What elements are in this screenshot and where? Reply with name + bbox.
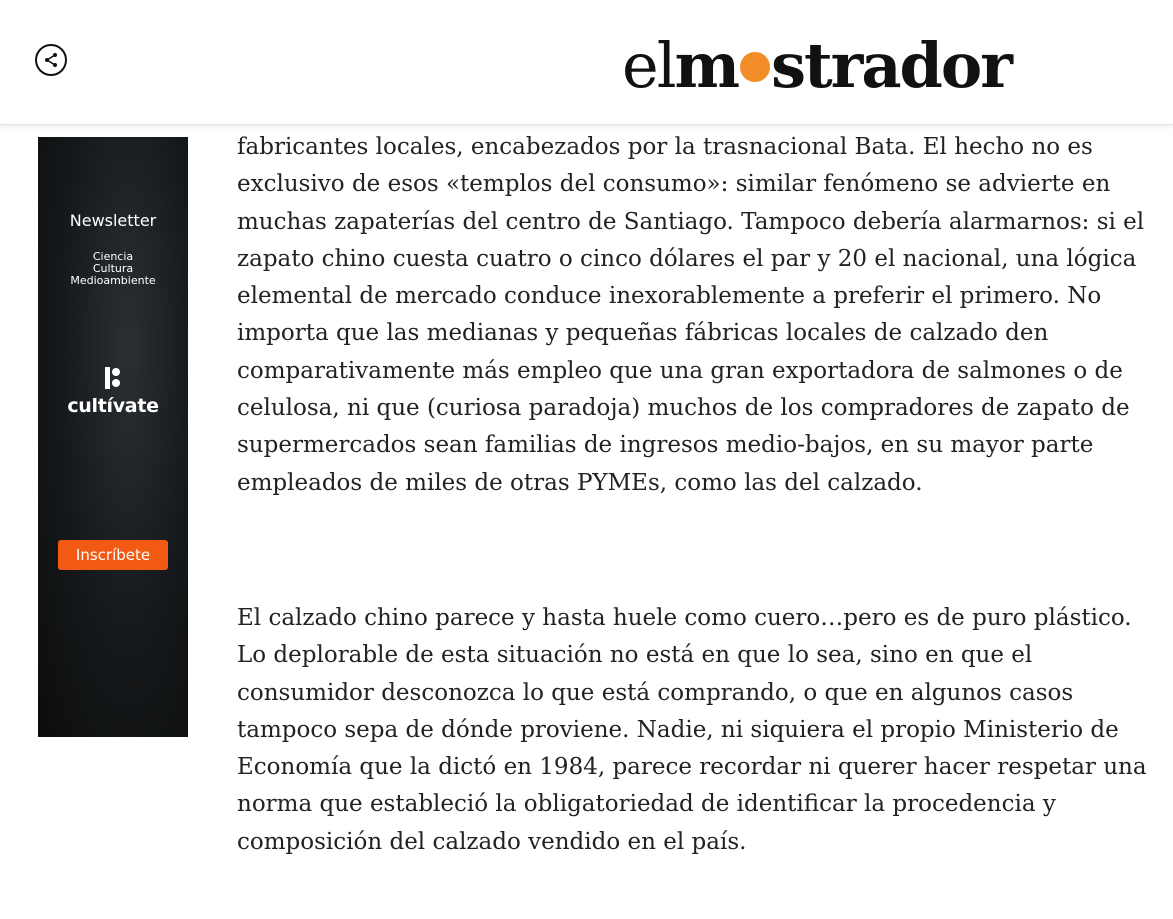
ad-topic: Cultura <box>92 262 134 275</box>
site-header <box>0 0 1173 125</box>
site-logo[interactable] <box>622 26 1011 106</box>
ad-topics <box>38 251 188 287</box>
newsletter-ad-banner[interactable] <box>38 137 188 737</box>
ad-topic: Ciencia <box>92 250 134 263</box>
logo-text-strador: strador <box>771 29 1011 102</box>
cultivate-logo-icon <box>105 367 121 389</box>
article-body <box>237 129 1157 861</box>
logo-text-m: m <box>674 29 739 102</box>
article-paragraph: El calzado chino parece y hasta huele como cuero…pero es de puro plástico. Lo deplorable de esta situación no está en que lo sea, sino en que el consumidor desconozca lo que está comprando, o que en algunos casos tampoco sepa de dónde proviene. Nadie, ni siquiera el propio Ministerio de Economía que la dictó en 1984, parece recordar ni querer hacer respetar una norma que estableció la obligatoriedad de identificar la procedencia y composición del calzado vendido en el país. <box>237 604 1147 855</box>
ad-title: Newsletter <box>69 211 157 230</box>
logo-text-el: el <box>622 29 675 102</box>
ad-topic: Medioambiente <box>70 274 156 287</box>
subscribe-button[interactable]: Inscríbete <box>58 540 168 570</box>
share-icon <box>43 52 59 68</box>
article-paragraph: fabricantes locales, encabezados por la trasnacional Bata. El hecho no es exclusivo de esos «templos del consumo»: similar fenómeno se advierte en muchas zapaterías del centro de Santiago. Tampoco debería alarmarnos: si el zapato chino cuesta cuatro o cinco dólares el par y 20 el nacional, una lógica elemental de mercado conduce inexorablemente a preferir el primero. No importa que las medianas y pequeñas fábricas locales de calzado den comparativamente más empleo que una gran exportadora de salmones o de celulosa, ni que (curiosa paradoja) muchos de los compradores de zapato de supermercados sean familias de ingresos medio-bajos, en su mayor parte empleados de miles de otras PYMEs, como las del calzado. <box>237 134 1145 496</box>
logo-dot <box>740 52 770 82</box>
share-button[interactable] <box>35 44 67 76</box>
ad-brand: cultívate <box>67 395 159 417</box>
